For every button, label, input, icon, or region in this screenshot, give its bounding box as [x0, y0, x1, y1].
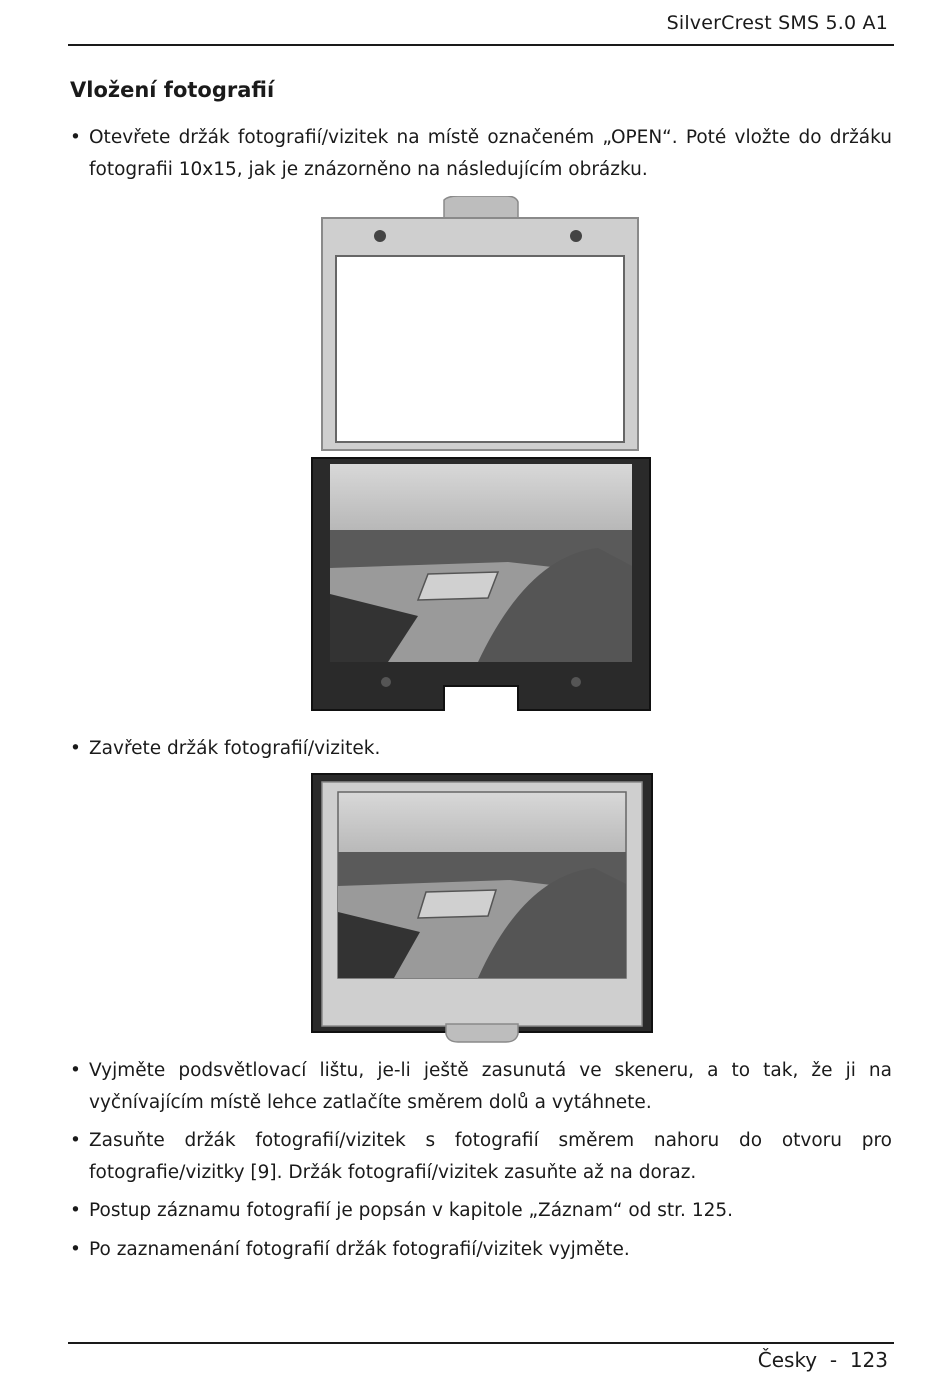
figure-open-holder	[308, 196, 654, 718]
bullet-dot-icon: •	[70, 127, 81, 148]
page-footer	[758, 1348, 888, 1372]
bullet-dot-icon: •	[70, 1200, 81, 1221]
bullet-dot-icon: •	[70, 738, 81, 759]
bullet-text: Otevřete držák fotografií/vizitek na místě označeném „OPEN“. Poté vložte do držáku fotografii 10x15, jak je znázorněno na následujícím obrázku.	[89, 127, 892, 180]
bullet-item	[70, 1055, 892, 1119]
footer-separator: -	[829, 1348, 838, 1372]
header-rule	[68, 44, 894, 46]
bullet-dot-icon: •	[70, 1130, 81, 1151]
bullet-item	[70, 1195, 892, 1227]
bullet-text: Po zaznamenání fotografií držák fotografií/vizitek vyjměte.	[89, 1239, 630, 1260]
bullet-item	[70, 1234, 892, 1266]
bullet-text: Zasuňte držák fotografií/vizitek s fotografií směrem nahoru do otvoru pro fotografie/vizitky [9]. Držák fotografií/vizitek zasuňte až na doraz.	[89, 1130, 892, 1183]
bullet-dot-icon: •	[70, 1239, 81, 1260]
bullet-text: Postup záznamu fotografií je popsán v kapitole „Záznam“ od str. 125.	[89, 1200, 734, 1221]
figure-closed-holder	[310, 772, 654, 1044]
bullet-dot-icon: •	[70, 1060, 81, 1081]
footer-rule	[68, 1342, 894, 1344]
footer-language: Česky	[757, 1348, 818, 1372]
bullet-item	[70, 733, 892, 765]
bullet-text: Vyjměte podsvětlovací lištu, je-li ještě zasunutá ve skeneru, a to tak, že ji na vyčnívajícím místě lehce zatlačíte směrem dolů a vytáhnete.	[89, 1060, 892, 1113]
page-number: 123	[849, 1348, 888, 1372]
page-header-title: SilverCrest SMS 5.0 A1	[666, 12, 888, 34]
bullet-text: Zavřete držák fotografií/vizitek.	[89, 738, 381, 759]
section-title: Vložení fotografií	[70, 78, 275, 102]
bullet-item	[70, 122, 892, 186]
bullet-item	[70, 1125, 892, 1189]
